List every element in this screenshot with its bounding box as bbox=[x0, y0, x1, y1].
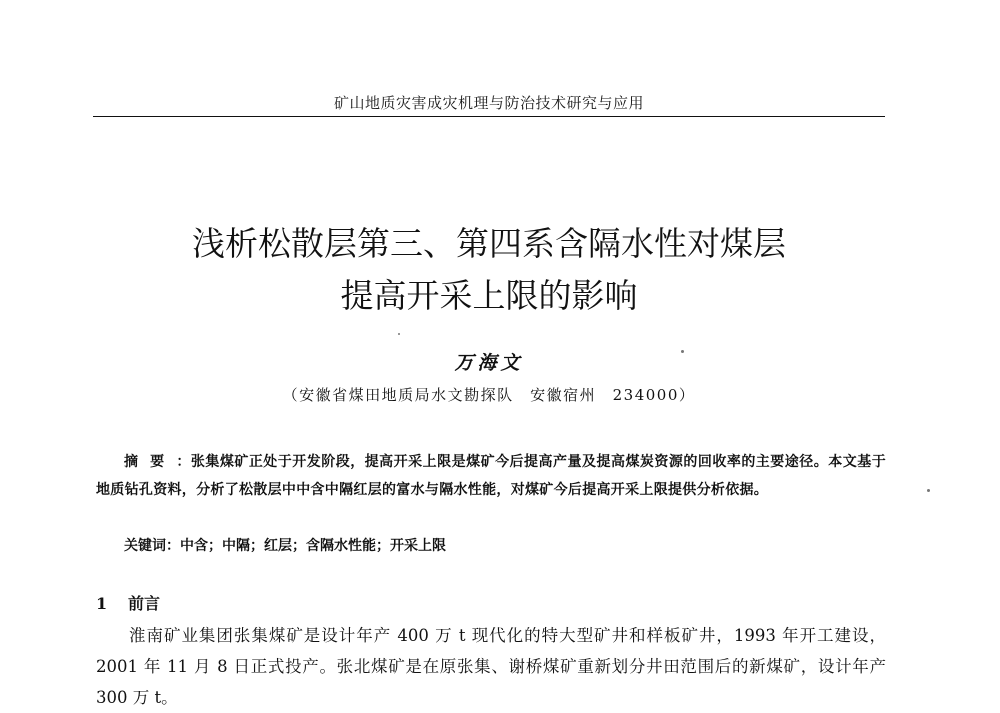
scan-speck bbox=[398, 333, 400, 335]
section-title: 前言 bbox=[128, 594, 161, 613]
abstract bbox=[96, 448, 886, 504]
abstract-separator: ： bbox=[176, 454, 191, 470]
keywords-separator: ： bbox=[166, 538, 180, 554]
title-line-1: 浅析松散层第三、第四系含隔水性对煤层 bbox=[192, 224, 786, 264]
keywords bbox=[124, 532, 884, 560]
author-affiliation: （安徽省煤田地质局水文勘探队 安徽宿州 234000） bbox=[282, 386, 696, 404]
abstract-text: 张集煤矿正处于开发阶段，提高开采上限是煤矿今后提高产量及提高煤炭资源的回收率的主要途径。本文基于地质钻孔资料，分析了松散层中中含中隔红层的富水与隔水性能，对煤矿今后提高开采上限提供分析依据。 bbox=[96, 454, 886, 498]
keywords-text: 中含；中隔；红层；含隔水性能；开采上限 bbox=[180, 538, 446, 554]
header-rule bbox=[93, 116, 885, 117]
section-number: 1 bbox=[96, 594, 108, 613]
scan-speck bbox=[681, 350, 684, 353]
running-header: 矿山地质灾害成灾机理与防治技术研究与应用 bbox=[333, 94, 644, 112]
section-heading bbox=[96, 591, 160, 614]
abstract-label: 摘要 bbox=[124, 454, 177, 470]
body-paragraph: 淮南矿业集团张集煤矿是设计年产 400 万 t 现代化的特大型矿井和样板矿井，1993 年开工建设，2001 年 11 月 8 日正式投产。张北煤矿是在原张集、谢桥煤矿重新划分井田范围后的新煤矿，设计年产 300 万 t。 bbox=[96, 626, 886, 707]
author-name: 万海文 bbox=[454, 352, 524, 374]
scan-speck bbox=[927, 489, 930, 492]
keywords-label: 关键词 bbox=[124, 538, 166, 554]
paper-title bbox=[93, 218, 885, 322]
title-line-2: 提高开采上限的影响 bbox=[340, 276, 638, 316]
